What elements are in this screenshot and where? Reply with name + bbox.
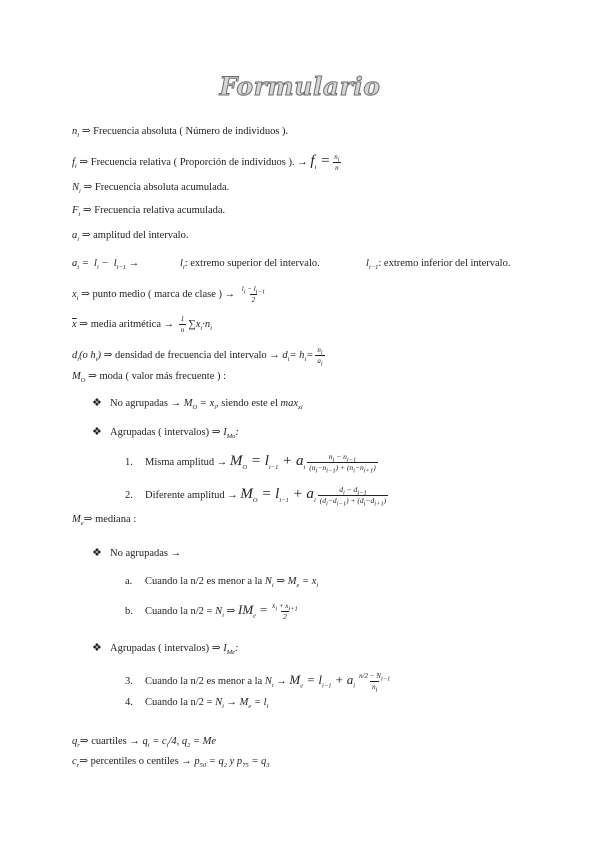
bullet-icon: ❖ bbox=[92, 426, 102, 438]
mo-agrupadas-text: Agrupadas ( intervalos) ⇒ bbox=[110, 427, 221, 438]
mo-diferente-amplitud: 2. Diferente amplitud → $M_O = l_{i-1} + a_i$ $\frac{d_i - d_{i-1}}{(d_i-d_{i-1}) + (d_i-d_{i+1})}$ bbox=[125, 485, 387, 508]
mo-misma-amplitud: 1. Misma amplitud → $M_O = l_{i-1} + a_i$ $\frac{n_i - n_{i-1}}{(n_i-n_{i-1}) + (n_i-n_{i+1})}$ bbox=[125, 452, 376, 475]
def-mo: $M_O$ ⇒ moda ( valor más frecuente ) : bbox=[72, 371, 227, 385]
def-qr: $q_r\Rightarrow$ cuartiles → $q_i = c_i/4$, $q_2 = Me$ bbox=[72, 736, 217, 750]
def-xi-text: ⇒ punto medio ( marca de clase ) → bbox=[81, 288, 236, 300]
def-Fi: $F_i$ ⇒ Frecuencia relativa acumulada. bbox=[72, 205, 226, 219]
def-me: $M_e\Rightarrow$ mediana : bbox=[72, 514, 137, 528]
mo-misma-amplitud-text: Misma amplitud → bbox=[145, 456, 228, 468]
bullet-icon: ❖ bbox=[92, 547, 102, 559]
def-mo-text: ⇒ moda ( valor más frecuente ) : bbox=[88, 371, 227, 382]
def-ai: $a_i$ ⇒ amplitud del intervalo. bbox=[72, 230, 189, 244]
me-case-4-text: Cuando la n/2 = bbox=[145, 697, 213, 708]
me-case-4: 4. Cuando la $n/2 = N_i \to M_e = l_i$ bbox=[125, 697, 269, 711]
def-li-text: : extremo superior del intervalo. bbox=[184, 258, 320, 269]
def-qr-text: ⇒ cuartiles → bbox=[79, 736, 140, 747]
def-di-text: ⇒ densidad de frecuencia del intervalo → bbox=[103, 349, 280, 361]
def-Ni: $N_i$ ⇒ Frecuencia absoluta acumulada. bbox=[72, 182, 230, 196]
mo-no-agrupadas-tail: , siendo este el bbox=[216, 398, 278, 409]
list-marker-2: 2. bbox=[125, 489, 133, 501]
list-marker-a: a. bbox=[125, 576, 133, 587]
mo-no-agrupadas: ❖ No agrupadas → $M_O = x_i$, siendo este el $\max_{xi}$ bbox=[92, 397, 303, 412]
def-ni-text: ⇒ Frecuencia absoluta ( Número de individuos ). bbox=[81, 126, 289, 137]
list-marker-b: b. bbox=[125, 605, 133, 617]
list-marker-4: 4. bbox=[125, 697, 133, 708]
def-xi: $x_i$ ⇒ punto medio ( marca de clase ) → $\frac{l_i - l_{i-1}}{2}$ bbox=[72, 285, 266, 304]
def-fi-text: ⇒ Frecuencia relativa ( Proporción de individuos ). → bbox=[79, 156, 308, 168]
def-ai-formula: $a_i = l_i - l_{i-1}$ → bbox=[72, 258, 140, 272]
me-case-3: 3. Cuando la n/2 es menor a la $N_i \to M_e = l_{i-1} + a_i$ $\frac{n/2 - N_{i-1}}{n_i}$ bbox=[125, 671, 391, 694]
me-case-3-text: Cuando la n/2 es menor a la bbox=[145, 675, 263, 687]
mo-no-agrupadas-text: No agrupadas → bbox=[110, 398, 182, 409]
me-case-a: a. Cuando la n/2 es menor a la $N_i$ ⇒ $M_e = x_i$ bbox=[125, 576, 319, 590]
def-cr-text: ⇒ percentiles o centiles → bbox=[79, 756, 192, 767]
def-me-text: ⇒ mediana : bbox=[83, 514, 137, 525]
def-li-minus-text: : extremo inferior del intervalo. bbox=[378, 258, 511, 269]
me-agrupadas: ❖ Agrupadas ( intervalos) ⇒ $I_{Me}$: bbox=[92, 642, 239, 657]
list-marker-3: 3. bbox=[125, 675, 133, 687]
def-li: $l_i$: extremo superior del intervalo. bbox=[180, 258, 320, 272]
def-xbar-text: ⇒ media aritmética → bbox=[79, 318, 175, 330]
mo-diferente-amplitud-text: Diferente amplitud → bbox=[145, 489, 238, 501]
page-title: Formulario bbox=[219, 72, 381, 101]
me-case-a-text: Cuando la n/2 es menor a la bbox=[145, 576, 263, 587]
me-no-agrupadas bbox=[92, 546, 181, 561]
def-di: $d_i(o$ $h_i$) ⇒ densidad de frecuencia del intervalo → $d_i= h_i=$ $\frac{n_i}{a_i}$ bbox=[72, 346, 323, 368]
mo-agrupadas: ❖ Agrupadas ( intervalos) ⇒ $I_{Mo}$: bbox=[92, 426, 239, 441]
list-marker-1: 1. bbox=[125, 456, 133, 468]
def-li-minus: $l_{i-1}$: extremo inferior del intervalo. bbox=[366, 258, 511, 272]
def-ni: $n_i$ ⇒ Frecuencia absoluta ( Número de individuos ). bbox=[72, 126, 289, 140]
def-cr: $c_r\Rightarrow$ percentiles o centiles → $p_{50} = q_2$ y $p_{75} = q_3$ bbox=[72, 756, 270, 770]
bullet-icon: ❖ bbox=[92, 397, 102, 409]
me-case-b: b. Cuando la $n/2 = N_i$ ⇒ $IM_e$ = $\frac{x_i + x_{i+1}}{2}$ bbox=[125, 601, 298, 621]
me-no-agrupadas-text: No agrupadas → bbox=[110, 548, 182, 559]
def-fi: $f_i$ ⇒ Frecuencia relativa ( Proporción de individuos ). → $f_i$ = $\frac{n_i}{n}$ bbox=[72, 152, 340, 172]
def-Ni-text: ⇒ Frecuencia absoluta acumulada. bbox=[83, 182, 230, 193]
bullet-icon: ❖ bbox=[92, 642, 102, 654]
def-xbar: $\overline{x}$ ⇒ media aritmética → $\frac{1}{n}$ $\sum x_i\cdot n_i$ bbox=[72, 315, 212, 334]
def-ai-text: ⇒ amplitud del intervalo. bbox=[81, 230, 189, 241]
def-Fi-text: ⇒ Frecuencia relativa acumulada. bbox=[82, 205, 226, 216]
me-agrupadas-text: Agrupadas ( intervalos) ⇒ bbox=[110, 643, 221, 654]
me-case-b-text: Cuando la n/2 = bbox=[145, 605, 213, 617]
